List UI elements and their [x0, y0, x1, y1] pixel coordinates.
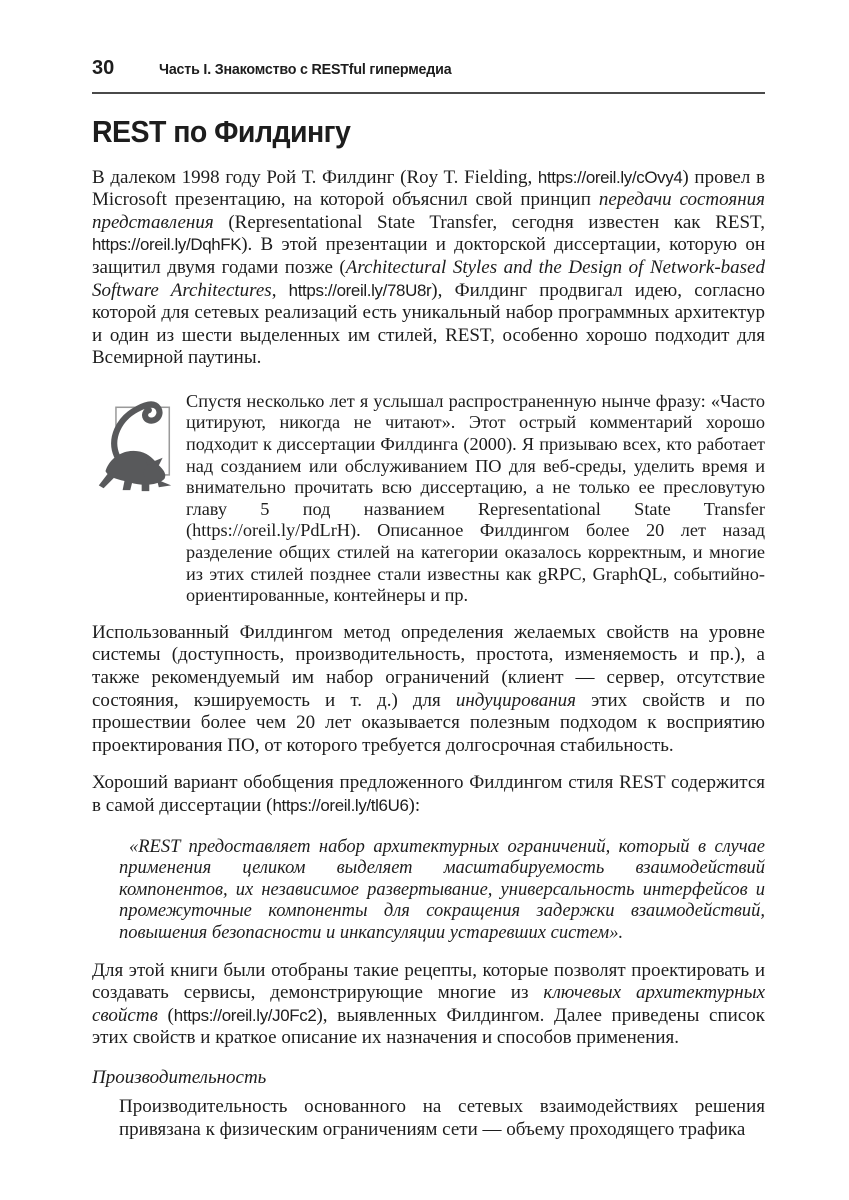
body-text: Спустя несколько лет я услышал распространенную нынче фразу: «Часто цитируют, никогда не читают». Этот острый комментарий хорошо подходит к диссертации Филдинга (2000). Я призываю всех, кто работает над созданием или обслуживанием ПО для веб-среды, уделить время и внимательно прочитать всю диссертацию, а не только ее пресловутую главу 5 под названием Representational State Transfer (https://oreil.ly/PdLrH). Описанное Филдингом более 20 лет назад разделение общих стилей на категории оказалось корректным, и многие из этих стилей позднее стали известны как gRPC, GraphQL, событийно-ориентированные, контейнеры и пр.: [186, 390, 765, 606]
url-text: https://oreil.ly/cOvy4: [537, 167, 683, 187]
term-description: [119, 1096, 765, 1141]
italic-text: Architectural Styles and the Design of Network-based Software Architectures: [92, 256, 765, 301]
lemur-icon: [92, 391, 186, 607]
url-text: https://oreil.ly/tl6U6: [272, 795, 409, 815]
paragraph-3: [92, 772, 765, 817]
italic-text: индуцирования: [455, 689, 576, 711]
note-animal-icon: [92, 393, 178, 493]
paragraph-4: [92, 960, 765, 1050]
body-text: (Representational State Transfer, сегодня известен как REST,: [213, 211, 765, 233]
running-header-title: Часть I. Знакомство с RESTful гипермедиа: [159, 61, 452, 78]
url-text: https://oreil.ly/DqhFK: [92, 235, 242, 255]
body-text: этих свойств и по прошествии более чем 20 лет оказывается полезным подходом к восприятию проектирования ПО, от которого требуется долгосрочная стабильность.: [92, 689, 765, 756]
paragraph-1: [92, 167, 765, 370]
page-number: 30: [92, 57, 115, 79]
url-text: https://oreil.ly/J0Fc2: [173, 1005, 317, 1025]
header-rule: [92, 92, 765, 94]
body-text: Использованный Филдингом метод определения желаемых свойств на уровне системы (доступность, производительность, простота, изменяемость и пр.), а также рекомендуемый им набор ограничений (клиент — сервер, отсутствие состояния, кэшируемость и т. д.) для: [92, 621, 765, 711]
note-sidebar: [92, 391, 765, 607]
paragraph-2: [92, 622, 765, 758]
url-text: https://oreil.ly/78U8r: [288, 280, 432, 300]
body-text: (: [157, 1004, 174, 1026]
term-heading: Производительность: [92, 1066, 267, 1088]
section-heading: REST по Филдингу: [92, 114, 351, 149]
body-text: Производительность основанного на сетевых взаимодействиях решения привязана к физическим ограничениям сети — объему проходящего трафика: [119, 1095, 765, 1140]
block-quote: [119, 837, 765, 945]
body-text: Хороший вариант обобщения предложенного Филдингом стиля REST содержится в самой диссертации (: [92, 772, 765, 816]
body-text: ):: [408, 794, 421, 816]
body-text: ), Филдинг продвигал идею, согласно которой для сетевых реализаций есть уникальный набор программных архитектур и один из шести выделенных им стилей, REST, особенно хорошо подходит для Всемирной паутины.: [92, 279, 765, 369]
italic-text: ключевых архитектурных свойств: [92, 982, 766, 1026]
body-text: ) провел в Microsoft презентацию, на которой объяснил свой принцип: [92, 166, 765, 211]
page-content: [92, 57, 765, 1141]
note-text: [186, 391, 765, 607]
running-header: [92, 57, 765, 80]
body-text: В далеком 1998 году Рой Т. Филдинг (Roy T. Fielding,: [92, 166, 538, 188]
italic-text: передачи состояния представления: [92, 189, 765, 233]
body-text: ), выявленных Филдингом. Далее приведены список этих свойств и краткое описание их назначения и способов применения.: [92, 1004, 765, 1049]
body-text: ). В этой презентации и докторской диссертации, которую он защитил двумя годами позже (: [92, 234, 765, 278]
body-text: ,: [271, 279, 289, 301]
body-text: Для этой книги были отобраны такие рецепты, которые позволят проектировать и создавать сервисы, демонстрирующие многие из: [92, 959, 765, 1004]
italic-text: «REST предоставляет набор архитектурных ограничений, который в случае применения целиком выделяет масштабируемость взаимодействий компонентов, их независимое развертывание, универсальность интерфейсов и промежуточные компоненты для сокращения задержки взаимодействий, повышения безопасности и инкапсуляции устаревших систем».: [119, 836, 765, 943]
